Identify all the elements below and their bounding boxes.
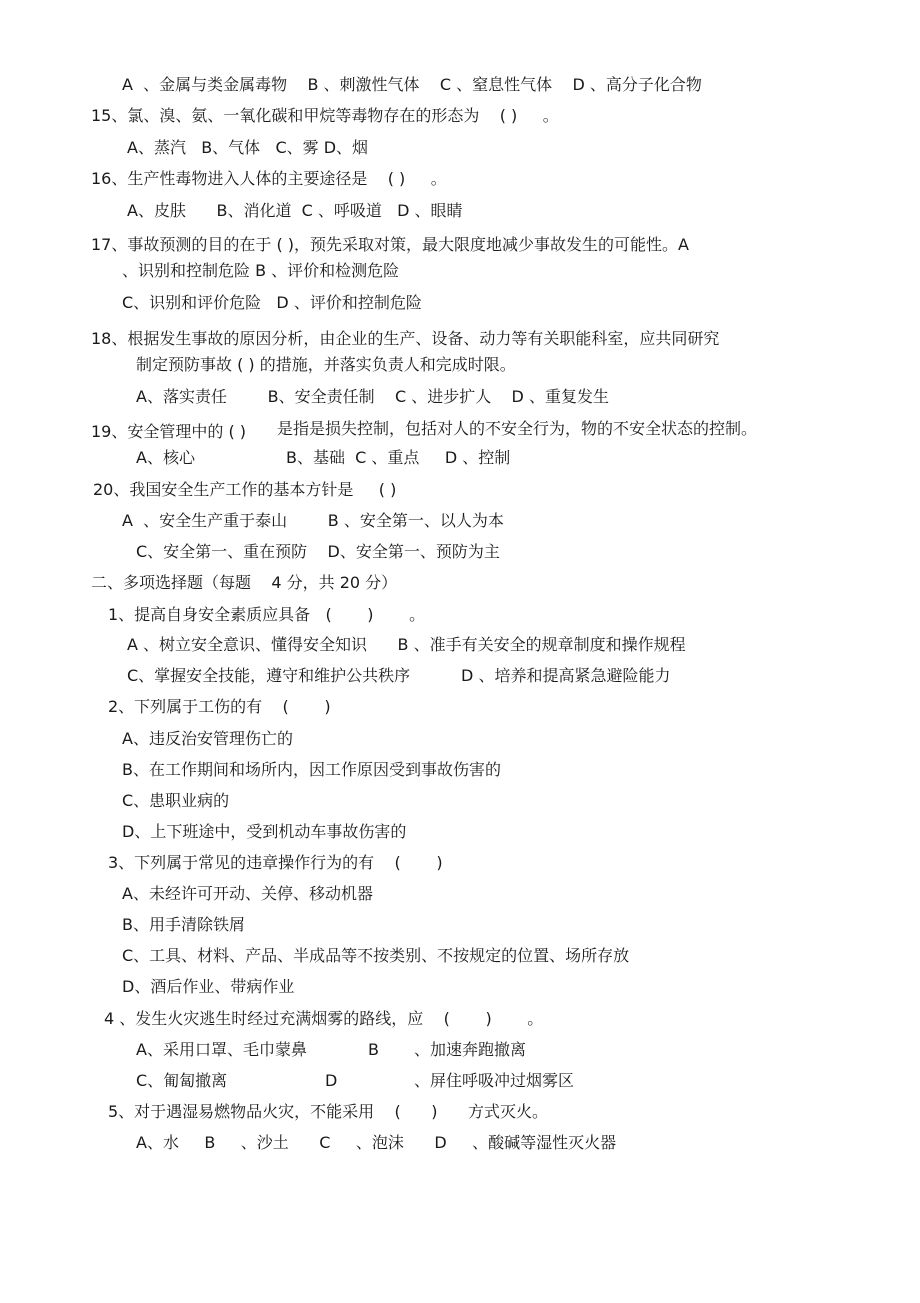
mq4-option-c: C、匍匐撤离 xyxy=(136,1071,228,1090)
mq3-option-d: D、酒后作业、带病作业 xyxy=(122,977,295,996)
q19-option-a: A、核心 xyxy=(136,448,195,467)
q20-options-c-d: C、安全第一、重在预防 D、安全第一、预防为主 xyxy=(136,542,500,561)
mq2-option-d: D、上下班途中，受到机动车事故伤害的 xyxy=(122,822,407,841)
section-2-heading: 二、多项选择题（每题 4 分，共 20 分） xyxy=(91,573,398,592)
mq1-options-c-d: C、掌握安全技能，遵守和维护公共秩序 D 、培养和提高紧急避险能力 xyxy=(127,666,671,685)
mq1-question: 1、提高自身安全素质应具备 ( ) 。 xyxy=(108,605,426,624)
mq2-question: 2、下列属于工伤的有 ( ) xyxy=(108,697,331,716)
mq4-question: 4 、发生火灾逃生时经过充满烟雾的路线，应 ( ) 。 xyxy=(104,1009,544,1028)
q17-options-a-b: 、识别和控制危险 B 、评价和检测危险 xyxy=(122,261,400,280)
q20-options-a-b: A 、安全生产重于泰山 B 、安全第一、以人为本 xyxy=(122,511,504,530)
mq3-option-c: C、工具、材料、产品、半成品等不按类别、不按规定的位置、场所存放 xyxy=(122,946,630,965)
mq3-option-b: B、用手清除铁屑 xyxy=(122,915,245,934)
q14-options: A 、金属与类金属毒物 B 、刺激性气体 C 、窒息性气体 D 、高分子化合物 xyxy=(122,75,702,94)
mq3-question: 3、下列属于常见的违章操作行为的有 ( ) xyxy=(108,853,443,872)
q15-options: A、蒸汽 B、气体 C、雾 D、烟 xyxy=(127,138,369,157)
q20-question: 20、我国安全生产工作的基本方针是 ( ) xyxy=(93,480,397,499)
q16-question: 16、生产性毒物进入人体的主要途径是 ( ) 。 xyxy=(91,169,447,188)
mq4-options-a-b: A、采用口罩、毛巾蒙鼻 B xyxy=(136,1040,379,1059)
mq2-option-c: C、患职业病的 xyxy=(122,791,230,810)
q19-question-cont: 是指是损失控制，包括对人的不安全行为，物的不安全状态的控制。 xyxy=(277,419,758,438)
mq5-options: A、水 B 、沙土 C 、泡沫 D 、酸碱等湿性灭火器 xyxy=(136,1133,617,1152)
q15-question: 15、氯、溴、氨、一氧化碳和甲烷等毒物存在的形态为 ( ) 。 xyxy=(91,106,559,125)
mq3-option-a: A、未经许可开动、关停、移动机器 xyxy=(122,884,373,903)
q17-options-c-d: C、识别和评价危险 D 、评价和控制危险 xyxy=(122,293,422,312)
q18-options: A、落实责任 B、安全责任制 C 、进步扩人 D 、重复发生 xyxy=(136,387,609,406)
mq4-option-d-letter: D xyxy=(325,1071,338,1090)
q16-options: A、皮肤 B、消化道 C 、呼吸道 D 、眼睛 xyxy=(127,201,463,220)
q19-question: 19、安全管理中的 ( ) xyxy=(91,422,247,441)
mq4-option-b-text: 、加速奔跑撤离 xyxy=(414,1040,527,1059)
q18-question-cont: 制定预防事故 ( ) 的措施，并落实负责人和完成时限。 xyxy=(136,355,516,374)
mq5-question: 5、对于遇湿易燃物品火灾，不能采用 ( ) 方式灭火。 xyxy=(108,1102,549,1121)
q19-options-b-d: B、基础 C 、重点 D 、控制 xyxy=(286,448,511,467)
q18-question: 18、根据发生事故的原因分析，由企业的生产、设备、动力等有关职能科室，应共同研究 xyxy=(91,329,720,348)
q17-question: 17、事故预测的目的在于 ( )，预先采取对策，最大限度地减少事故发生的可能性。A xyxy=(91,235,689,254)
mq4-option-d-text: 、屏住呼吸冲过烟雾区 xyxy=(414,1071,575,1090)
mq2-option-b: B、在工作期间和场所内，因工作原因受到事故伤害的 xyxy=(122,760,501,779)
mq2-option-a: A、违反治安管理伤亡的 xyxy=(122,729,293,748)
mq1-options-a-b: A 、树立安全意识、懂得安全知识 B 、准手有关安全的规章制度和操作规程 xyxy=(127,635,686,654)
